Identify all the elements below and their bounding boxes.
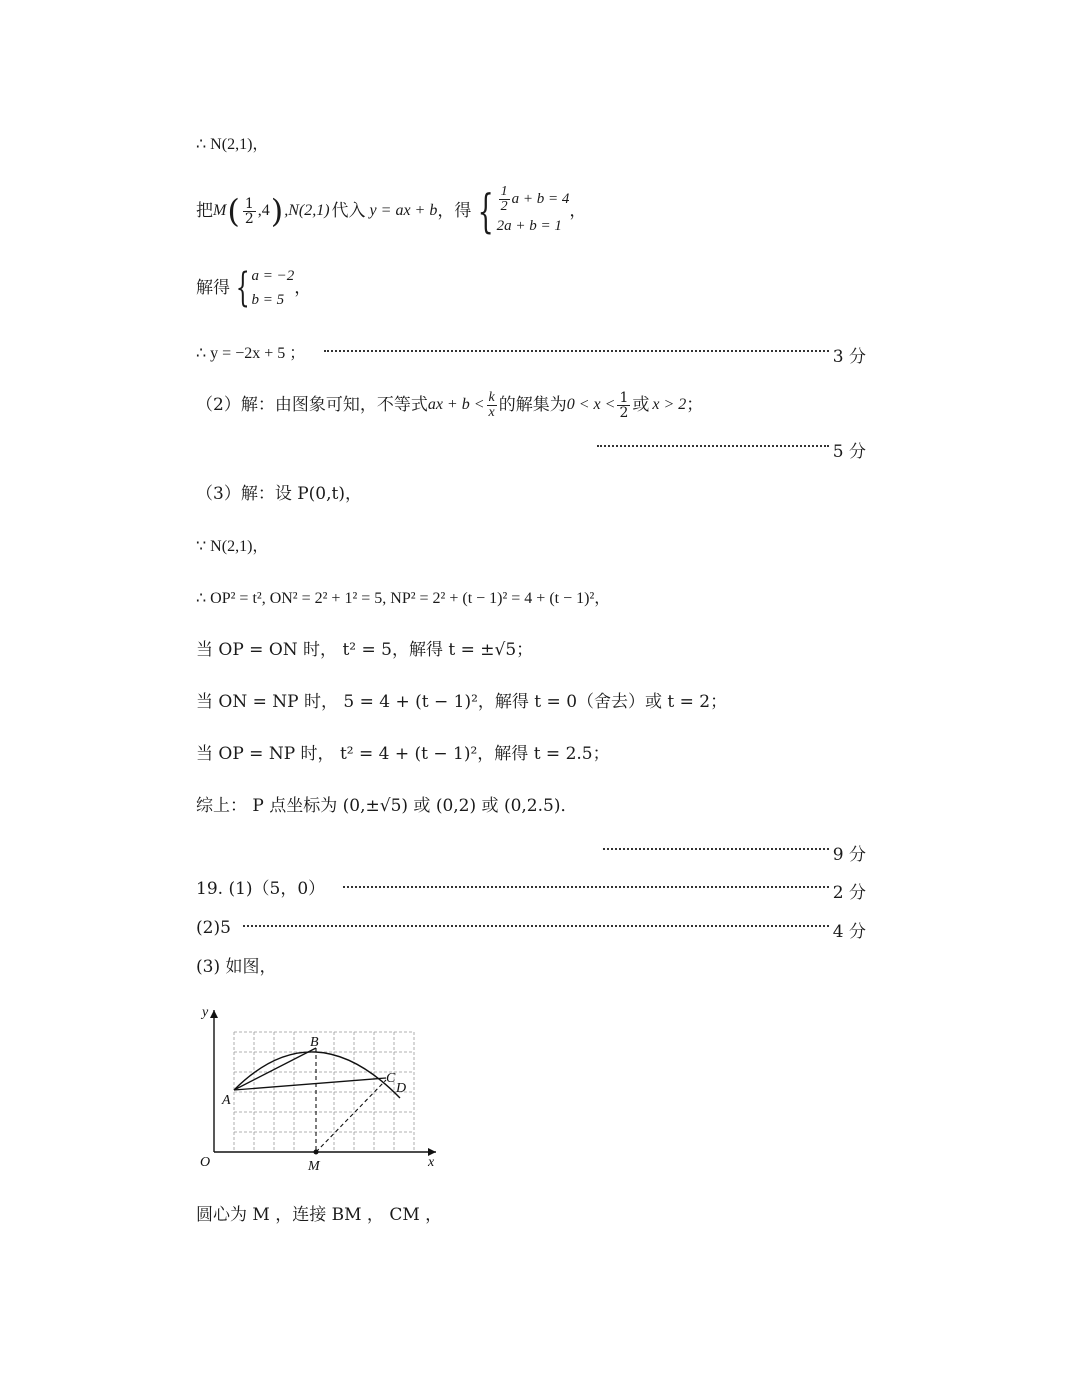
label-y: y [202, 1005, 209, 1020]
text: 把 [196, 201, 213, 221]
score-row-9 [603, 840, 866, 865]
answer-19-1 [196, 878, 325, 900]
tail: x > 2 [652, 396, 687, 413]
text: (3) 如图， [196, 957, 277, 977]
dot-leader [343, 886, 829, 888]
grid [234, 1032, 414, 1150]
text: ， [569, 201, 587, 221]
range: 0 < x < [566, 396, 616, 413]
dot-leader [324, 350, 829, 352]
label-m: M [308, 1159, 320, 1174]
solution-line-case-3 [196, 743, 610, 765]
solution-line-summary [196, 795, 577, 817]
text: ； [686, 395, 704, 415]
solution-line-inequality [196, 385, 703, 425]
text: 代入 [331, 201, 366, 221]
numerator: 1 [244, 195, 254, 212]
score-label: 5 分 [832, 442, 866, 462]
solution-line-set-p [196, 483, 362, 505]
denominator: 2 [619, 404, 629, 421]
solution-line-result [196, 342, 305, 365]
text: 解得 [196, 278, 230, 298]
answer-19-3 [196, 956, 276, 978]
eq-row-1: a = −2 [251, 268, 295, 284]
solution-line-solved [196, 262, 311, 314]
eq-row-2: b = 5 [251, 292, 285, 308]
label-c: C [386, 1071, 396, 1086]
score-row-3 [324, 342, 866, 367]
answer-19-2 [196, 917, 231, 939]
dot-leader [597, 445, 829, 447]
solution-line-center [196, 1204, 442, 1226]
text: 或 [632, 395, 650, 415]
paren-open: ( [227, 192, 240, 230]
score-label: 2 分 [832, 883, 866, 903]
eq-row-1: a + b = 4 [511, 191, 570, 207]
score-row-19-2 [243, 917, 866, 942]
text: （2）解：由图象可知，不等式 [196, 395, 428, 415]
point-m-dot [314, 1150, 319, 1155]
label-d: D [396, 1081, 407, 1096]
brace: { [235, 265, 250, 311]
geometry-figure [190, 1000, 450, 1184]
score-row-19-1 [343, 878, 866, 903]
denominator: 2 [244, 210, 254, 227]
segment-cm [316, 1080, 386, 1152]
text: ∴ N(2,1)， [196, 136, 269, 153]
point-n: ,N(2,1) [284, 202, 330, 219]
score-label: 3 分 [832, 347, 866, 367]
text: 当 OP = ON 时， t² = 5，解得 t = ±√5； [196, 640, 534, 660]
denominator: 2 [500, 198, 508, 214]
text: 当 OP = NP 时， t² = 4 + (t − 1)²，解得 t = 2.5； [196, 744, 610, 764]
dot-leader [603, 848, 829, 850]
text: （3）解：设 P(0,t)， [196, 484, 362, 504]
equation-system [471, 185, 569, 238]
solution-line-given-n [196, 535, 268, 558]
ineq: ax + b < [427, 396, 485, 413]
text: ∴ OP² = t², ON² = 2² + 1² = 5, NP² = 2² + (t − 1)² = 4 + (t − 1)²， [196, 590, 611, 607]
numerator: k [488, 389, 495, 405]
solution-line-case-1 [196, 639, 533, 661]
dot-leader [243, 925, 829, 927]
solution-system [230, 264, 294, 312]
text: 当 ON = NP 时， 5 = 4 + (t − 1)²，解得 t = 0（舍去）或 t = 2； [196, 692, 728, 712]
point-m: M [213, 202, 227, 219]
brace: { [477, 184, 495, 238]
text: 综上： P 点坐标为 (0,±√5) 或 (0,2) 或 (0,2.5)． [196, 796, 578, 816]
solution-line-substitute [196, 176, 586, 246]
m-tail: ,4 [257, 202, 270, 219]
numerator: 1 [619, 389, 629, 406]
score-row-5 [597, 437, 866, 462]
text: ，得 [437, 201, 472, 221]
segment-ac [234, 1078, 386, 1090]
linear-eq: y = ax + b [369, 202, 438, 219]
text: ∵ N(2,1)， [196, 538, 269, 555]
label-o: O [200, 1155, 211, 1170]
text: ∴ y = −2x + 5 ； [196, 345, 306, 362]
fraction-half [617, 391, 630, 420]
text: 的解集为 [498, 395, 567, 415]
label-x: x [428, 1155, 435, 1170]
text: 19. (1)（5，0） [196, 879, 326, 899]
y-axis-arrow-icon [210, 1010, 218, 1018]
label-a: A [222, 1093, 231, 1108]
fraction-half [243, 197, 256, 226]
text: 圆心为 M ，连接 BM ， CM ， [196, 1205, 443, 1225]
fraction-k-x [487, 391, 497, 420]
fraction-half [499, 185, 510, 214]
segment-ab [234, 1048, 316, 1090]
denominator: x [488, 404, 495, 420]
eq-row-2: 2a + b = 1 [496, 217, 562, 234]
score-label: 4 分 [832, 922, 866, 942]
text: ， [294, 278, 312, 298]
solution-line-case-2 [196, 691, 727, 713]
solution-line-distances [196, 587, 610, 610]
score-label: 9 分 [832, 845, 866, 865]
paren-close: ) [270, 192, 284, 230]
numerator: 1 [500, 183, 508, 199]
solution-line-n-point [196, 133, 268, 156]
label-b: B [310, 1035, 319, 1050]
coordinate-grid-diagram [190, 1000, 450, 1180]
text: (2)5 [196, 918, 231, 938]
